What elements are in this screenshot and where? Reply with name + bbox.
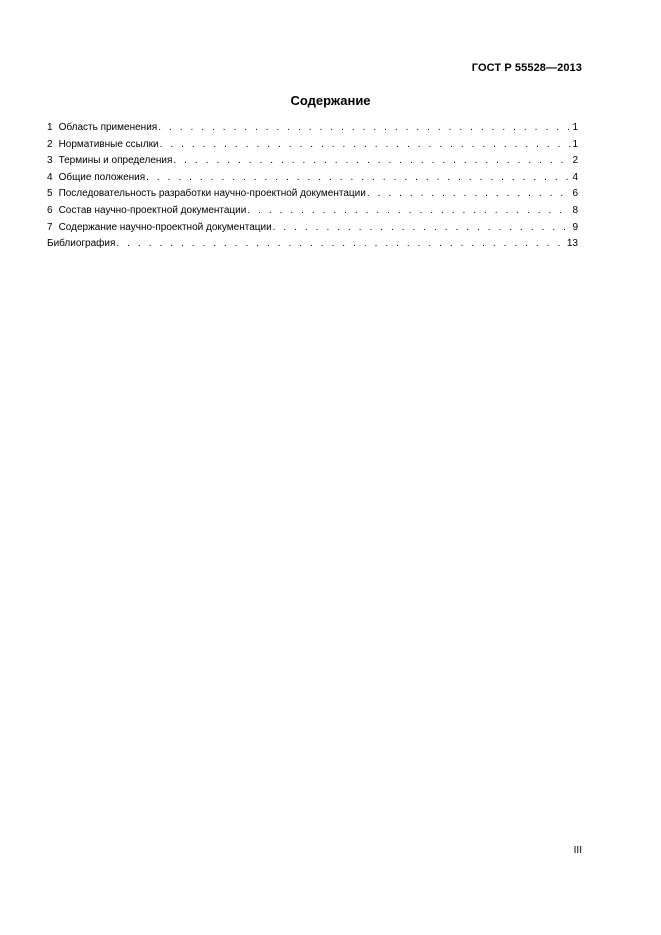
toc-entry-number: 2 bbox=[47, 138, 53, 150]
toc-dot-leader bbox=[116, 236, 565, 253]
toc-entry-label: Состав научно-проектной документации bbox=[58, 204, 247, 216]
toc-dot-leader bbox=[158, 120, 571, 137]
toc-entry-page: 8 bbox=[572, 204, 578, 216]
toc-entry-label: Термины и определения bbox=[58, 155, 173, 167]
toc-entry-number: 6 bbox=[47, 204, 53, 216]
toc-entry-label: Область применения bbox=[58, 122, 158, 133]
toc-entry-page: 1 bbox=[572, 138, 578, 150]
toc-entry-label: Содержание научно-проектной документации bbox=[58, 221, 272, 233]
toc-entry-page: 6 bbox=[572, 188, 578, 200]
toc-title: Содержание bbox=[290, 93, 371, 108]
table-of-contents bbox=[47, 120, 578, 253]
toc-entry-number: 5 bbox=[47, 188, 53, 200]
toc-entry-label: Последовательность разработки научно-проектной документации bbox=[58, 188, 366, 200]
toc-entry[interactable] bbox=[47, 153, 578, 170]
toc-entry-label: Библиография bbox=[47, 238, 116, 250]
toc-dot-leader bbox=[160, 137, 572, 154]
toc-entry[interactable] bbox=[47, 203, 578, 220]
toc-entry-page: 2 bbox=[572, 155, 578, 167]
toc-entry-page: 13 bbox=[566, 238, 578, 250]
toc-entry-label: Общие положения bbox=[58, 171, 146, 183]
toc-entry-page: 4 bbox=[572, 171, 578, 183]
toc-entry-page: 9 bbox=[572, 221, 578, 233]
toc-entry[interactable] bbox=[47, 120, 578, 137]
toc-dot-leader bbox=[247, 203, 571, 220]
toc-dot-leader bbox=[146, 170, 571, 187]
toc-entry-page: 1 bbox=[572, 122, 578, 133]
document-code: ГОСТ Р 55528—2013 bbox=[471, 62, 582, 74]
toc-entry-number: 7 bbox=[47, 221, 53, 233]
toc-entry[interactable] bbox=[47, 137, 578, 154]
toc-entry-label: Нормативные ссылки bbox=[58, 138, 159, 150]
toc-entry[interactable] bbox=[47, 220, 578, 237]
toc-entry-number: 3 bbox=[47, 155, 53, 167]
toc-entry-number: 1 bbox=[47, 122, 53, 133]
toc-dot-leader bbox=[367, 186, 572, 203]
toc-entry-number: 4 bbox=[47, 171, 53, 183]
toc-entry[interactable] bbox=[47, 186, 578, 203]
toc-entry[interactable] bbox=[47, 170, 578, 187]
toc-dot-leader bbox=[273, 220, 572, 237]
toc-entry[interactable] bbox=[47, 236, 578, 253]
page-number: III bbox=[573, 845, 582, 856]
toc-dot-leader bbox=[173, 153, 571, 170]
